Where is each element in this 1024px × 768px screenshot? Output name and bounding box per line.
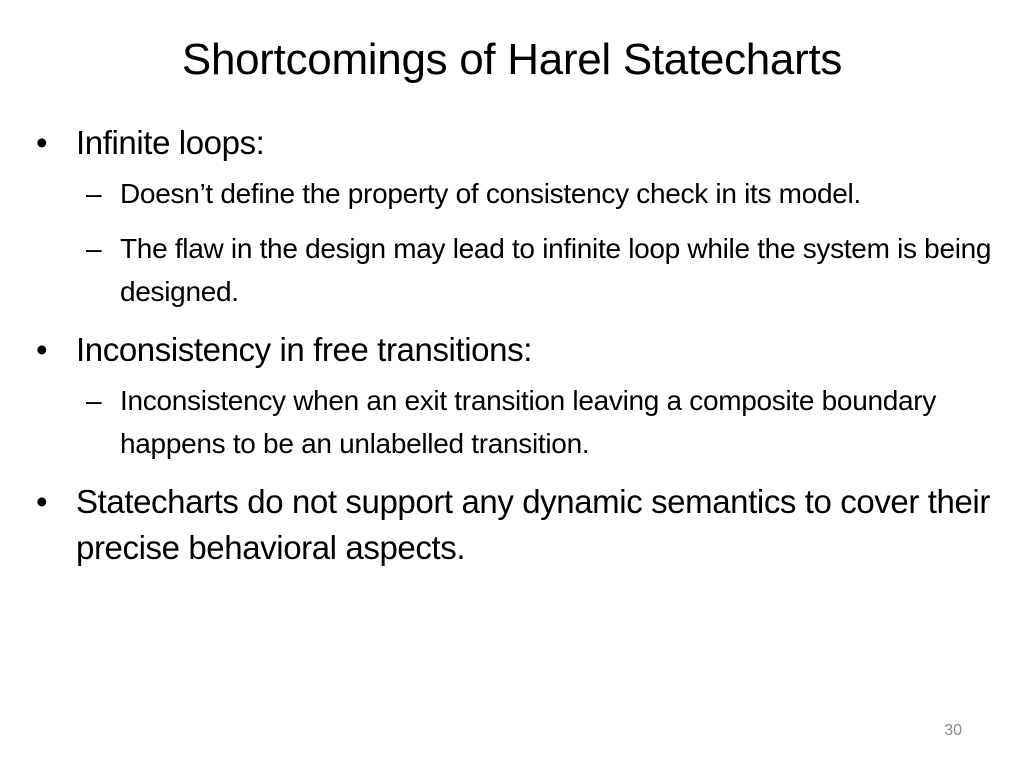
bullet-icon: • (36, 331, 48, 368)
bullet-text: Statecharts do not support any dynamic semantics to cover their precise behavioral aspects. (76, 483, 990, 566)
sub-bullet-list (36, 379, 996, 465)
sub-bullet-text: Doesn’t define the property of consistency check in its model. (120, 178, 861, 209)
sub-bullet-item (36, 379, 996, 465)
bullet-icon: • (36, 483, 48, 520)
dash-icon: – (86, 178, 102, 209)
dash-icon: – (86, 233, 102, 264)
bullet-text: Infinite loops: (76, 124, 265, 161)
sub-bullet-text: The flaw in the design may lead to infinite loop while the system is being designed. (120, 233, 992, 307)
sub-bullet-item (36, 227, 996, 313)
bullet-item-free-transitions (36, 327, 996, 373)
bullet-list (36, 120, 996, 577)
sub-bullet-list (36, 172, 996, 313)
bullet-text: Inconsistency in free transitions: (76, 331, 532, 368)
bullet-icon: • (36, 124, 48, 161)
bullet-item-infinite-loops (36, 120, 996, 166)
dash-icon: – (86, 385, 102, 416)
page-number: 30 (944, 722, 962, 739)
bullet-item-dynamic-semantics (36, 479, 996, 571)
sub-bullet-text: Inconsistency when an exit transition leaving a composite boundary happens to be an unlabelled transition. (120, 385, 937, 459)
sub-bullet-item (36, 172, 996, 215)
slide-title: Shortcomings of Harel Statecharts (181, 35, 843, 84)
